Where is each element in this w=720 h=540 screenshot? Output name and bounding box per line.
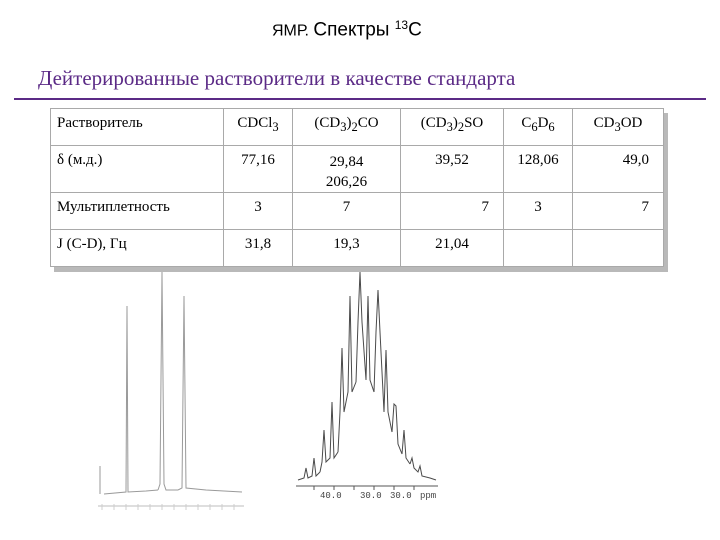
slide-heading: Дейтерированные растворители в качестве стандарта	[38, 66, 516, 90]
table-cell: 77,16	[224, 146, 293, 193]
table-cell: 19,3	[293, 230, 401, 267]
table-cell: 21,04	[401, 230, 504, 267]
title-main: Спектры	[313, 19, 395, 41]
cell-acetone-d6: $(CD_3)_2CO$	[293, 109, 401, 146]
table-cell	[504, 230, 573, 267]
table-row	[51, 109, 664, 146]
axis-unit: ppm	[420, 491, 437, 501]
table-cell: 7	[401, 193, 504, 230]
table-row	[51, 230, 664, 267]
spectrum-image-triplet	[96, 266, 246, 514]
table-cell: 3	[504, 193, 573, 230]
cell-benzene-d6: $C_6D_6$	[504, 109, 573, 146]
table-cell: 7	[573, 193, 664, 230]
slide-title	[272, 18, 422, 41]
cell-dmso-d6: $(CD_3)_2SO$	[401, 109, 504, 146]
table-cell: 128,06	[504, 146, 573, 193]
table-row	[51, 193, 664, 230]
heading-divider	[14, 98, 706, 100]
table-cell: 39,52	[401, 146, 504, 193]
table-cell: 7	[293, 193, 401, 230]
row-label: δ (м.д.)	[51, 146, 224, 193]
row-label: J (C-D), Гц	[51, 230, 224, 267]
table-cell: 31,8	[224, 230, 293, 267]
solvent-table	[50, 108, 664, 267]
table-cell: 49,0	[573, 146, 664, 193]
row-label: Растворитель	[51, 109, 224, 146]
cell-cdcl3: CDCl$_3$	[224, 109, 293, 146]
title-suffix: С	[408, 19, 422, 41]
row-label: Мультиплетность	[51, 193, 224, 230]
axis-tick: 30.0	[390, 491, 412, 501]
title-prefix: ЯМР.	[272, 22, 314, 40]
table-cell: 29,84 206,26	[293, 146, 401, 193]
axis-tick: 40.0	[320, 491, 342, 501]
axis-tick: 30.0	[360, 491, 382, 501]
title-superscript: 13	[394, 18, 409, 32]
table-cell	[573, 230, 664, 267]
table-cell: 3	[224, 193, 293, 230]
spectrum-image-septet	[294, 262, 440, 502]
table-row	[51, 146, 664, 193]
cell-methanol-d4: $CD_3OD$	[573, 109, 664, 146]
